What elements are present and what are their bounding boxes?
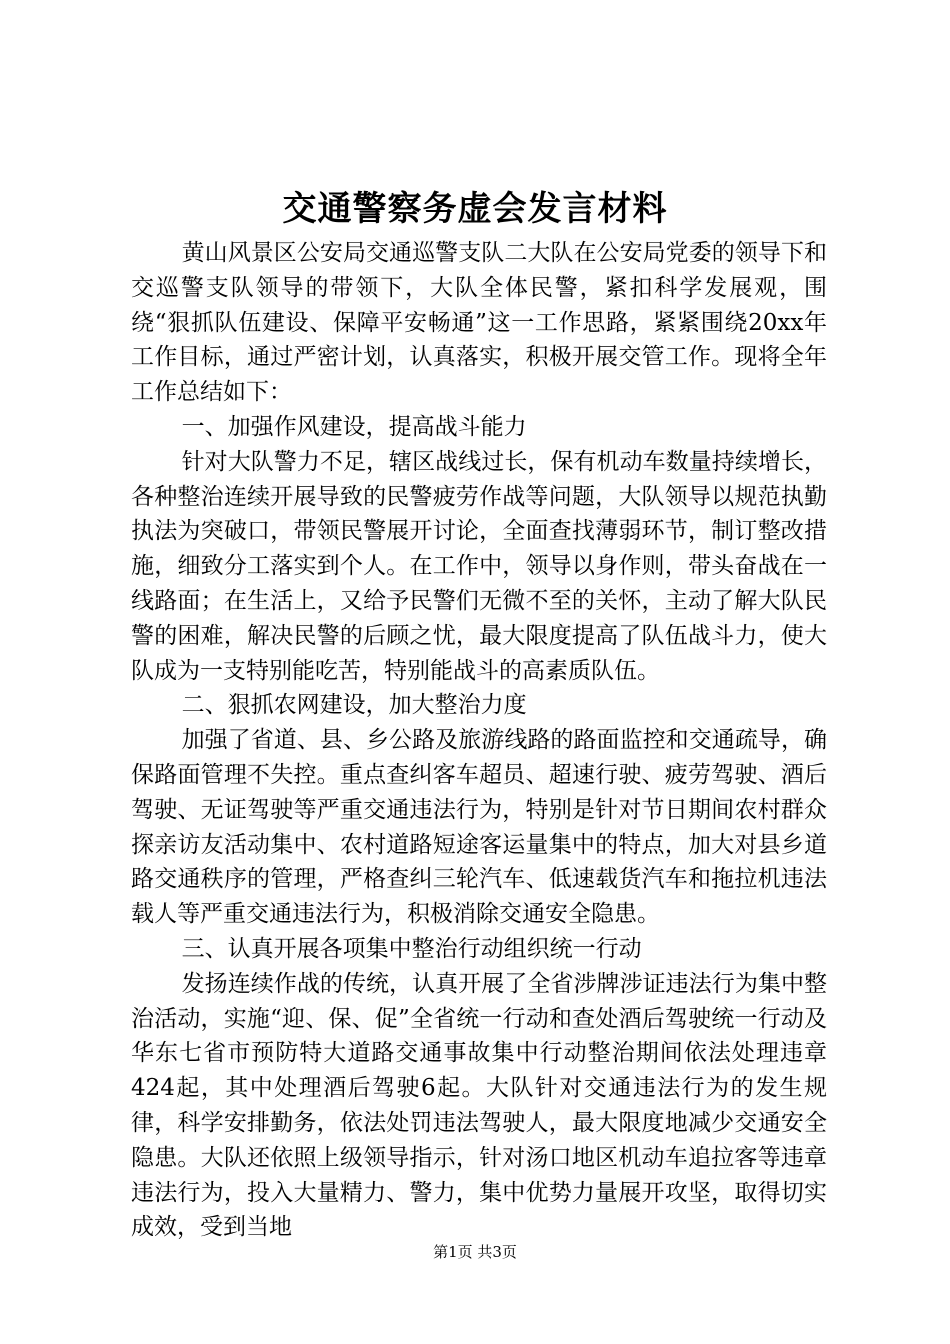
- intro-paragraph: 黄山风景区公安局交通巡警支队二大队在公安局党委的领导下和交巡警支队领导的带领下，大队全体民警，紧扣科学发展观，围绕“狠抓队伍建设、保障平安畅通”这一工作思路，紧紧围绕20xx年工作目标，通过严密计划，认真落实，积极开展交管工作。现将全年工作总结如下：: [131, 240, 827, 406]
- document-title: 交通警察务虚会发言材料: [282, 189, 668, 229]
- section-paragraph-1: 针对大队警力不足，辖区战线过长，保有机动车数量持续增长，各种整治连续开展导致的民警疲劳作战等问题，大队领导以规范执勤执法为突破口，带领民警展开讨论，全面查找薄弱环节，制订整改措施，细致分工落实到个人。在工作中，领导以身作则，带头奋战在一线路面；在生活上，又给予民警们无微不至的关怀，主动了解大队民警的困难，解决民警的后顾之忧，最大限度提高了队伍战斗力，使大队成为一支特别能吃苦，特别能战斗的高素质队伍。: [131, 448, 827, 684]
- section-heading-3: 三、认真开展各项集中整治行动组织统一行动: [181, 935, 642, 962]
- document-body: [131, 236, 827, 1245]
- section-heading-1: 一、加强作风建设，提高战斗能力: [181, 413, 527, 440]
- section-paragraph-3: 发扬连续作战的传统，认真开展了全省涉牌涉证违法行为集中整治活动，实施“迎、保、促”全省统一行动和查处酒后驾驶统一行动及华东七省市预防特大道路交通事故集中行动整治期间依法处理违章424起，其中处理酒后驾驶6起。大队针对交通违法行为的发生规律，科学安排勤务，依法处罚违法驾驶人，最大限度地减少交通安全隐患。大队还依照上级领导指示，针对汤口地区机动车追拉客等违章违法行为，投入大量精力、警力，集中优势力量展开攻坚，取得切实成效，受到当地: [131, 970, 827, 1241]
- page-number-footer: 第1页 共3页: [433, 1243, 517, 1261]
- section-heading-2: 二、狠抓农网建设，加大整治力度: [181, 692, 527, 719]
- section-paragraph-2: 加强了省道、县、乡公路及旅游线路的路面监控和交通疏导，确保路面管理不失控。重点查纠客车超员、超速行驶、疲劳驾驶、酒后驾驶、无证驾驶等严重交通违法行为，特别是针对节日期间农村群众探亲访友活动集中、农村道路短途客运量集中的特点，加大对县乡道路交通秩序的管理，严格查纠三轮汽车、低速载货汽车和拖拉机违法载人等严重交通违法行为，积极消除交通安全隐患。: [131, 727, 827, 928]
